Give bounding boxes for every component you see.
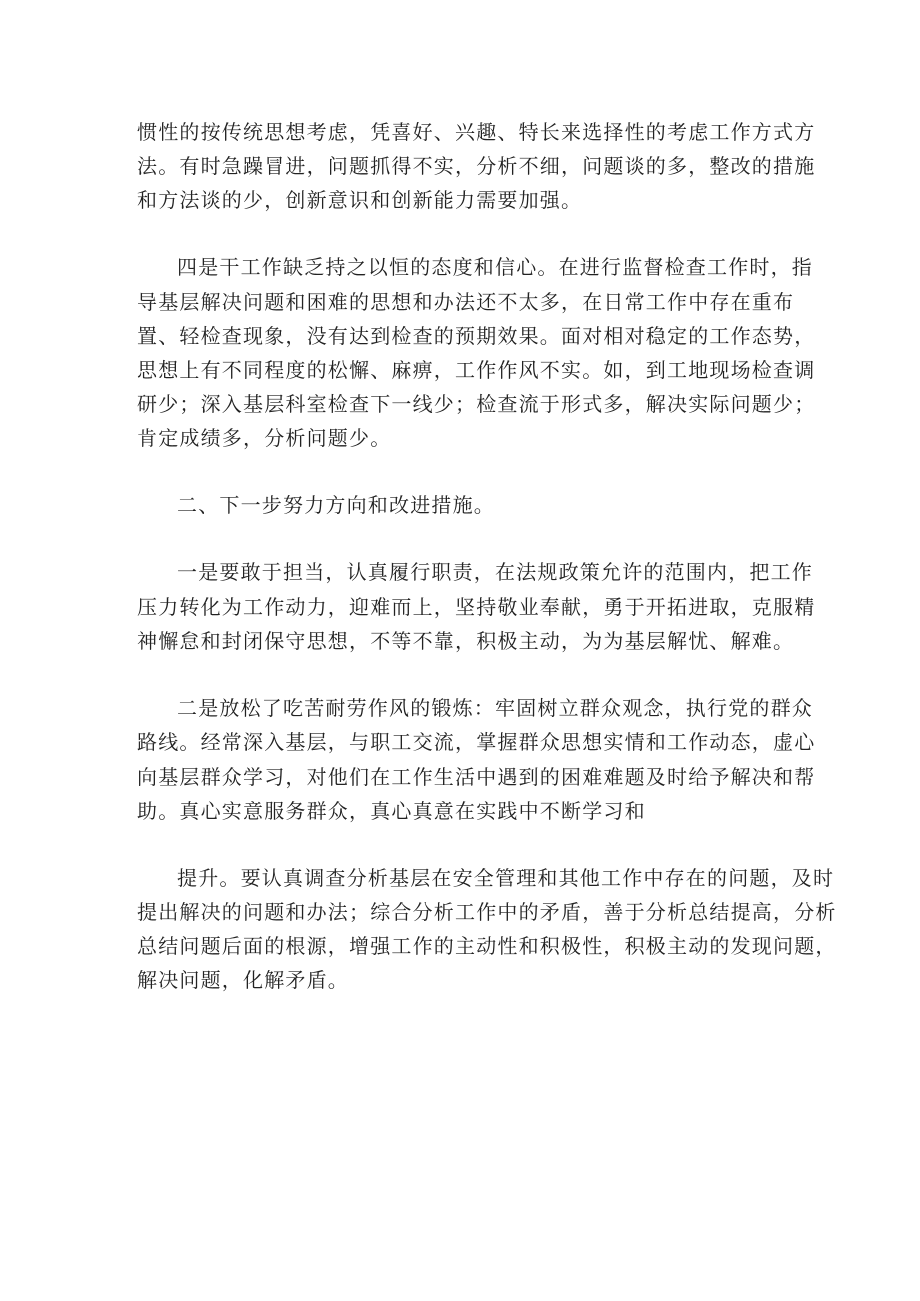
text-line: 研少；深入基层科室检查下一线少；检查流于形式多，解决实际问题少； <box>137 392 816 416</box>
text-line: 思想上有不同程度的松懈、麻痹，工作作风不实。如，到工地现场检查调 <box>137 358 816 382</box>
text-line: 惯性的按传统思想考虑，凭喜好、兴趣、特长来选择性的考虑工作方式方 <box>137 120 816 144</box>
text-line: 提出解决的问题和办法；综合分析工作中的矛盾，善于分析总结提高，分析 <box>137 900 837 924</box>
text-line: 解决问题，化解矛盾。 <box>137 968 349 992</box>
text-line: 助。真心实意服务群众，真心真意在实践中不断学习和 <box>137 799 646 823</box>
text-line: 和方法谈的少，创新意识和创新能力需要加强。 <box>137 188 583 212</box>
text-line: 神懈怠和封闭保守思想，不等不靠，积极主动，为为基层解忧、解难。 <box>137 629 795 653</box>
text-line: 导基层解决问题和困难的思想和办法还不太多，在日常工作中存在重布 <box>137 290 795 314</box>
text-line: 四是干工作缺乏持之以恒的态度和信心。在进行监督检查工作时，指 <box>177 255 813 279</box>
text-line: 路线。经常深入基层，与职工交流，掌握群众思想实情和工作动态，虚心 <box>137 730 816 754</box>
text-line: 肯定成绩多，分析问题少。 <box>137 426 392 450</box>
text-line: 提升。要认真调查分析基层在安全管理和其他工作中存在的问题，及时 <box>177 866 835 890</box>
text-line: 二是放松了吃苦耐劳作风的锻炼：牢固树立群众观念，执行党的群众 <box>177 696 813 720</box>
text-line: 压力转化为工作动力，迎难而上，坚持敬业奉献，勇于开拓进取，克服精 <box>137 595 816 619</box>
section-heading: 二、下一步努力方向和改进措施。 <box>177 493 495 517</box>
text-line: 一是要敢于担当，认真履行职责，在法规政策允许的范围内，把工作 <box>177 560 813 584</box>
text-line: 置、轻检查现象，没有达到检查的预期效果。面对相对稳定的工作态势， <box>137 324 816 348</box>
text-line: 总结问题后面的根源，增强工作的主动性和积极性，积极主动的发现问题， <box>137 934 837 958</box>
text-line: 向基层群众学习，对他们在工作生活中遇到的困难难题及时给予解决和帮 <box>137 765 816 789</box>
text-line: 法。有时急躁冒进，问题抓得不实，分析不细，问题谈的多，整改的措施 <box>137 154 816 178</box>
